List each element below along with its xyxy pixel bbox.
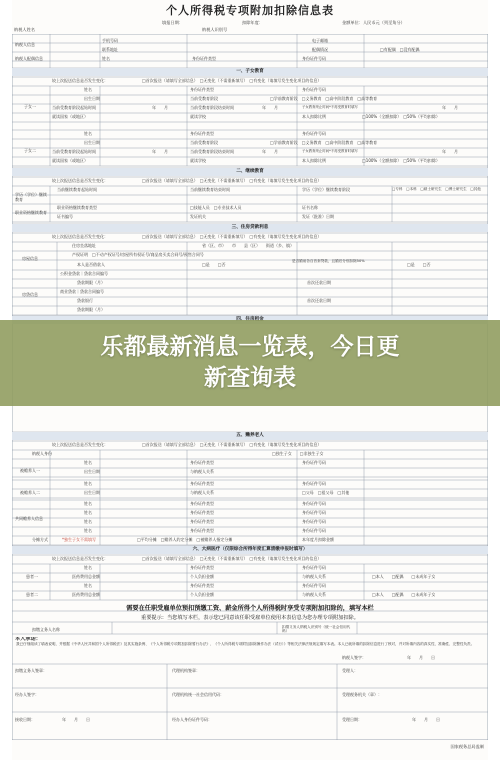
- issue-date-label: 发证（批准）日期: [302, 214, 334, 219]
- agent-person-label: 经办人签字：: [15, 692, 39, 697]
- child2-stop-label: 子女教育终止时间*不再受教育时填写: [302, 149, 358, 153]
- section-elderly-support: 五、赡养老人: [12, 432, 488, 440]
- spouse-id-no-label: 身份证件号码: [302, 56, 326, 61]
- co2-idno-label: 身份证件号码: [302, 510, 326, 515]
- section-continuing-education: 二、继续教育: [12, 168, 488, 176]
- declaration-title: 本人承诺：: [15, 637, 41, 642]
- fill-date-label: 填报日期：: [162, 20, 183, 25]
- self-borrower-options[interactable]: □是 □否: [202, 262, 226, 267]
- p2-self-label: 个人负担金额: [190, 592, 214, 597]
- fund-period-label: 贷款期限（月）: [77, 280, 105, 285]
- elder1-relation-label: 与纳税人关系: [190, 469, 214, 474]
- child2-school-label: 就读学校: [190, 158, 206, 163]
- elder1-birth-label: 出生日期: [84, 469, 100, 474]
- child1-stage-label: 当前受教育阶段: [190, 96, 218, 101]
- bank-period-label: 贷款期限（月）: [77, 307, 105, 312]
- agency-code-label: 代理机构统一社会信用代码：: [172, 692, 224, 697]
- taxpayer-status-options[interactable]: □独生子女 □非独生子女: [272, 451, 324, 456]
- edu-start-label: 当前继续教育起始时间: [57, 187, 97, 192]
- accept-date-label: 受理日期：: [342, 717, 362, 722]
- receive-date-value[interactable]: 年 月 日: [62, 717, 90, 722]
- co4-name-label: 姓名: [84, 528, 92, 533]
- co4-idno-label: 身份证件号码: [302, 528, 326, 533]
- bank-name-label: 贷款银行: [77, 298, 93, 303]
- headline-banner: [0, 320, 500, 406]
- headline-line-1: 乐都最新消息一览表，今日更: [100, 334, 400, 360]
- child1-birth-label: 出生日期: [84, 96, 100, 101]
- issuer-label: 发证机关: [190, 214, 206, 219]
- child1-ratio-label: 本人扣除比例: [302, 114, 326, 119]
- email-label: 电子邮箱: [312, 38, 328, 43]
- elder-change-options[interactable]: □首次报送（请填写全部信息） □无变化（不需重新填写） □有变化（请填写发生变化项目的信息）: [142, 442, 322, 447]
- co-supporter-label: 共同赡养人信息: [15, 516, 43, 521]
- co4-idtype-label: 身份证件类型: [190, 528, 214, 533]
- phone-label: 手机号码: [102, 38, 118, 43]
- joint-loan-options[interactable]: □是 □否: [407, 262, 431, 267]
- headline-line-2: 新查询表: [204, 365, 296, 391]
- p2-idtype-label: 身份证件类型: [190, 583, 214, 588]
- patient-one-label: 患者一: [26, 574, 38, 579]
- p1-relation-options[interactable]: □本人 □配偶 □未成年子女: [372, 574, 436, 579]
- co2-name-label: 姓名: [84, 510, 92, 515]
- medical-change-options[interactable]: □首次报送（请填写全部信息） □无变化（不需重新填写） □有变化（请填写发生变化项目的信息）: [142, 556, 322, 561]
- elder-change-label: 较上次报送信息是否发生变化：: [52, 442, 108, 447]
- taxpayer-sign-date[interactable]: 年 月 日: [407, 655, 435, 660]
- child2-idno-label: 身份证件号码: [302, 131, 326, 136]
- edu-change-options[interactable]: □首次报送（请填写全部信息） □无变化（不需重新填写） □有变化（请填写发生变化项目的信息）: [142, 178, 322, 183]
- loan-info-label: 房贷信息: [22, 292, 38, 297]
- section-child-education: 一、子女教育: [12, 68, 488, 76]
- edu-stage-label: 学历（学位）继续教育阶段: [302, 187, 350, 192]
- elder2-name-label: 姓名: [84, 481, 92, 486]
- elder1-idtype-label: 身份证件类型: [190, 460, 214, 465]
- child1-stop-ym[interactable]: 年 月: [442, 105, 458, 110]
- elder2-relation-label: 与纳税人关系: [190, 490, 214, 495]
- section-housing-loan: 三、住房贷款利息: [12, 224, 488, 232]
- section-medical: 六、大病医疗（仅限综合所得年度汇算清缴申报时填写）: [12, 546, 488, 554]
- child-one-label: 子女一: [24, 104, 36, 109]
- split-label: 分摊方式: [32, 537, 48, 542]
- p1-relation-label: 与纳税人关系: [302, 574, 326, 579]
- child2-birth-label: 出生日期: [84, 140, 100, 145]
- house-cert-label[interactable]: 产权证明 □不动产权证号/房屋所有权证号/商品房买卖合同号/预售合同号: [72, 252, 204, 257]
- agency-sign-label: 代理机构签章：: [172, 668, 200, 673]
- child2-start-label: 当前受教育阶段起始时间: [52, 149, 96, 154]
- spouse-status-label: 配偶情况: [312, 47, 328, 52]
- child2-ratio-options[interactable]: □100%（全额扣除） □50%（平均扣除）: [362, 158, 440, 163]
- child-change-options[interactable]: □首次报送（请填写全部信息） □无变化（不需重新填写） □有变化（请填写发生变化项目的信息）: [142, 78, 322, 83]
- taxpayer-sign-label: 纳税人签字：: [342, 655, 366, 660]
- p2-idno-label: 身份证件号码: [302, 583, 326, 588]
- form-title: 个人所得税专项附加扣除信息表: [166, 4, 334, 17]
- p1-name-label: 姓名: [84, 565, 92, 570]
- year-amount-label: 本年度月扣除金额: [302, 537, 334, 542]
- agent-sign-label: 扣缴义务人签章：: [15, 668, 47, 673]
- headline-text: [0, 320, 500, 406]
- child1-ratio-options[interactable]: □100%（全额扣除） □50%（平均扣除）: [362, 114, 440, 119]
- split-options[interactable]: □平均分摊 □赡养人约定分摊 □被赡养人指定分摊: [137, 537, 233, 542]
- co1-idno-label: 身份证件号码: [302, 501, 326, 506]
- child1-stage-options[interactable]: □学前教育阶段 □义务教育 □高中阶段教育 □高等教育: [270, 96, 378, 101]
- co3-idtype-label: 身份证件类型: [190, 519, 214, 524]
- child2-end-ym[interactable]: 年 月: [262, 149, 278, 154]
- accept-date-value[interactable]: 年 月 日: [412, 717, 440, 722]
- spouse-id-type-label: 身份证件类型: [192, 56, 216, 61]
- elder2-relation-options[interactable]: □父母 □祖父母 □其他: [302, 490, 350, 495]
- child2-end-label: 当前受教育阶段结束时间: [190, 149, 234, 154]
- edu-stage-options[interactable]: □专科 □本科 □硕士研究生 □博士研究生 □其他: [392, 187, 481, 191]
- co2-idtype-label: 身份证件类型: [190, 510, 214, 515]
- child1-stop-label: 子女教育终止时间*不再受教育时填写: [302, 105, 358, 109]
- receiver-label: 受理人：: [342, 668, 358, 673]
- child2-stage-options[interactable]: □学前教育阶段 □义务教育 □高中阶段教育 □高等教育: [270, 140, 378, 145]
- child2-ratio-label: 本人扣除比例: [302, 158, 326, 163]
- employer-id-label: 扣缴义务人纳税人识别号（统一社会信用代码）: [282, 625, 351, 634]
- loan-change-options[interactable]: □首次报送（请填写全部信息） □无变化（不需重新填写） □有变化（请填写发生变化项目的信息）: [142, 234, 322, 239]
- p2-total-label: 医药费用总金额: [72, 592, 100, 597]
- child2-stop-ym[interactable]: 年 月: [442, 149, 458, 154]
- address-label: 联系地址: [102, 47, 118, 52]
- elder2-idtype-label: 身份证件类型: [190, 481, 214, 486]
- p2-name-label: 姓名: [84, 583, 92, 588]
- child2-country-label: 就读国家（或地区）: [52, 158, 88, 163]
- edu-change-label: 较上次报送信息是否发生变化：: [52, 178, 108, 183]
- child1-idno-label: 身份证件号码: [302, 87, 326, 92]
- co1-idtype-label: 身份证件类型: [190, 501, 214, 506]
- taxpayer-name-label: 纳税人姓名: [14, 27, 35, 32]
- co1-name-label: 姓名: [84, 501, 92, 506]
- employer-notice: 需要在任职受雇单位预扣预缴工资、薪金所得个人所得税时享受专项附加扣除的，填写本栏: [126, 605, 374, 612]
- child2-idtype-label: 身份证件类型: [190, 131, 214, 136]
- co3-idno-label: 身份证件号码: [302, 519, 326, 524]
- child2-stage-label: 当前受教育阶段: [190, 140, 218, 145]
- p1-self-label: 个人负担金额: [190, 574, 214, 579]
- edu-end-label: 当前继续教育结束时间: [190, 187, 230, 192]
- bank-contract-label: 商业贷款｜贷款合同编号: [60, 289, 104, 294]
- pro-type-options[interactable]: □技能人员 □专业技术人员: [190, 205, 242, 210]
- child2-start-ym[interactable]: 年 月: [152, 149, 168, 154]
- taxpayer-status-label: 纳税人身份: [32, 451, 52, 456]
- elder1-name-label: 姓名: [84, 460, 92, 465]
- elder2-birth-label: 出生日期: [84, 490, 100, 495]
- child-two-label: 子女二: [24, 148, 36, 153]
- self-borrower-label: 本人是否借款人: [77, 262, 105, 267]
- elder2-idno-label: 身份证件号码: [302, 481, 326, 486]
- degree-edu-label: 学历（学位）继续教育: [15, 192, 47, 202]
- child1-idtype-label: 身份证件类型: [190, 87, 214, 92]
- taxpayer-id-label: 纳税人识别号: [202, 27, 228, 32]
- medical-change-label: 较上次报送信息是否发生变化：: [52, 556, 108, 561]
- house-addr-label: 住房坐落地址: [72, 243, 96, 248]
- elder-one-label: 被赡养人一: [20, 468, 40, 473]
- fund-first-pay-label: 首次还款日期: [307, 280, 331, 285]
- child1-school-label: 就读学校: [190, 114, 206, 119]
- spouse-status-options[interactable]: □有配偶 □没有配偶: [380, 47, 420, 52]
- child1-country-label: 就读国家（或地区）: [52, 114, 88, 119]
- pro-edu-label: 职业资格继续教育: [15, 210, 47, 215]
- important-notice: 重要提示：当您填写本栏，表示您已同意该任职受雇单位使用本表信息为您办理专项附加扣除。: [141, 615, 359, 621]
- deduction-year-label: 扣除年度：: [242, 20, 263, 25]
- employer-name-label: 扣缴义务人名称: [32, 627, 60, 632]
- spouse-name-label: 姓名: [102, 56, 110, 61]
- taxpayer-info-label: 纳税人信息: [15, 42, 35, 47]
- loan-change-label: 较上次报送信息是否发生变化：: [52, 234, 108, 239]
- cert-name-label: 证书名称: [302, 205, 318, 210]
- house-addr-format[interactable]: 省（区、市） 市 县（区） 街道（乡、镇）: [202, 243, 294, 248]
- bank-first-pay-label: 首次还款日期: [307, 298, 331, 303]
- receive-date-label: 接收日期：: [15, 717, 35, 722]
- child1-end-ym[interactable]: 年 月: [262, 105, 278, 110]
- currency-unit-note: 金额单位：人民币元（列至角分）: [342, 20, 405, 25]
- child-change-label: 较上次报送信息是否发生变化：: [52, 78, 108, 83]
- pro-type-label: 职业资格继续教育类型: [57, 205, 97, 210]
- declaration-text: 我已仔细阅读了填表说明，并根据《中华人民共和国个人所得税法》及其实施条例、《个人所得税专项附加扣除暂行办法》、《个人所得税专项附加扣除操作办法（试行）》等相关法律法规规定填写本表。本人已就所填的扣除信息进行了核对，并对所填内容的真实性、准确性、完整性负责。: [16, 642, 475, 646]
- child1-start-label: 当前受教育阶段起始时间: [52, 105, 96, 110]
- fund-contract-label: 公积金贷款｜贷款合同编号: [60, 271, 108, 276]
- child1-end-label: 当前受教育阶段结束时间: [190, 105, 234, 110]
- agent-id-label: 经办人身份证件号码：: [172, 717, 212, 722]
- elder1-idno-label: 身份证件号码: [302, 460, 326, 465]
- p1-total-label: 医药费用总金额: [72, 574, 100, 579]
- p2-relation-label: 与纳税人关系: [302, 592, 326, 597]
- co3-name-label: 姓名: [84, 519, 92, 524]
- split-note: *独生子女不需填写: [62, 537, 96, 542]
- p1-idtype-label: 身份证件类型: [190, 565, 214, 570]
- patient-two-label: 患者二: [26, 592, 38, 597]
- receiving-office-label: 受理税务机关（章）：: [342, 692, 382, 697]
- p1-idno-label: 身份证件号码: [302, 565, 326, 570]
- cert-no-label: 证书编号: [57, 214, 73, 219]
- footer-issuer: 国家税务总局监制: [450, 744, 484, 749]
- child1-name-label: 姓名: [84, 87, 92, 92]
- elder-two-label: 被赡养人二: [20, 490, 40, 495]
- joint-loan-label: 是否婚前各自首套贷款，且婚后分别扣除50%: [292, 259, 365, 263]
- child2-name-label: 姓名: [84, 131, 92, 136]
- house-info-label: 房屋信息: [22, 256, 38, 261]
- spouse-info-label: 纳税人配偶信息: [15, 56, 43, 61]
- p2-relation-options[interactable]: □本人 □配偶 □未成年子女: [372, 592, 436, 597]
- child1-start-ym[interactable]: 年 月: [152, 105, 168, 110]
